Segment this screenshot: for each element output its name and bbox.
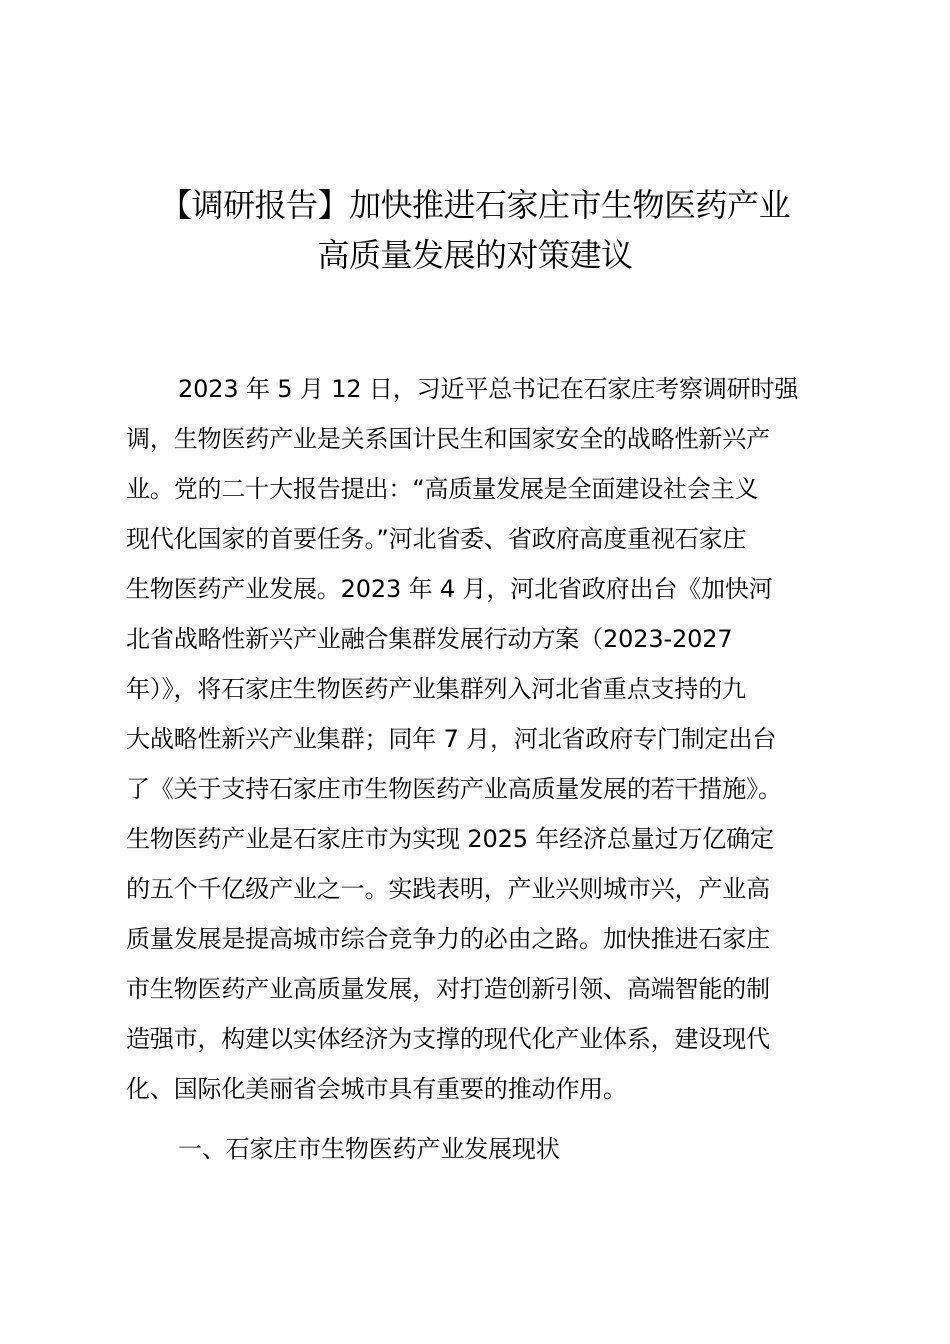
paragraph-line: 造强市，构建以实体经济为支撑的现代化产业体系，建设现代 — [126, 1025, 770, 1053]
paragraph-line: 生物医药产业是石家庄市为实现 2025 年经济总量过万亿确定 — [126, 825, 774, 853]
paragraph-line: 北省战略性新兴产业融合集群发展行动方案（2023-2027 — [126, 625, 733, 653]
paragraph-line: 化、国际化美丽省会城市具有重要的推动作用。 — [126, 1075, 627, 1103]
paragraph-line: 大战略性新兴产业集群；同年 7 月，河北省政府专门制定出台 — [126, 725, 777, 753]
paragraph-line: 了《关于支持石家庄市生物医药产业高质量发展的若干措施》。 — [126, 775, 782, 803]
paragraph-line: 现代化国家的首要任务。”河北省委、省政府高度重视石家庄 — [126, 525, 747, 553]
title-line-1: 【调研报告】加快推进石家庄市生物医药产业 — [159, 186, 790, 224]
paragraph-line: 生物医药产业发展。2023 年 4 月，河北省政府出台《加快河 — [126, 575, 773, 603]
paragraph-line: 业。党的二十大报告提出：“高质量发展是全面建设社会主义 — [126, 475, 759, 503]
paragraph-line: 质量发展是提高城市综合竞争力的必由之路。加快推进石家庄 — [126, 925, 770, 953]
section-heading: 一、石家庄市生物医药产业发展现状 — [178, 1135, 560, 1163]
paragraph-line: 调，生物医药产业是关系国计民生和国家安全的战略性新兴产 — [126, 425, 770, 453]
title-line-2: 高质量发展的对策建议 — [317, 236, 633, 274]
intro-paragraph — [126, 364, 838, 1114]
paragraph-line: 2023 年 5 月 12 日，习近平总书记在石家庄考察调研时强 — [178, 375, 799, 403]
paragraph-line: 市生物医药产业高质量发展，对打造创新引领、高端智能的制 — [126, 975, 770, 1003]
paragraph-line: 年）》，将石家庄生物医药产业集群列入河北省重点支持的九 — [126, 675, 746, 703]
paragraph-line: 的五个千亿级产业之一。实践表明，产业兴则城市兴，产业高 — [126, 875, 770, 903]
document-title — [100, 180, 850, 280]
